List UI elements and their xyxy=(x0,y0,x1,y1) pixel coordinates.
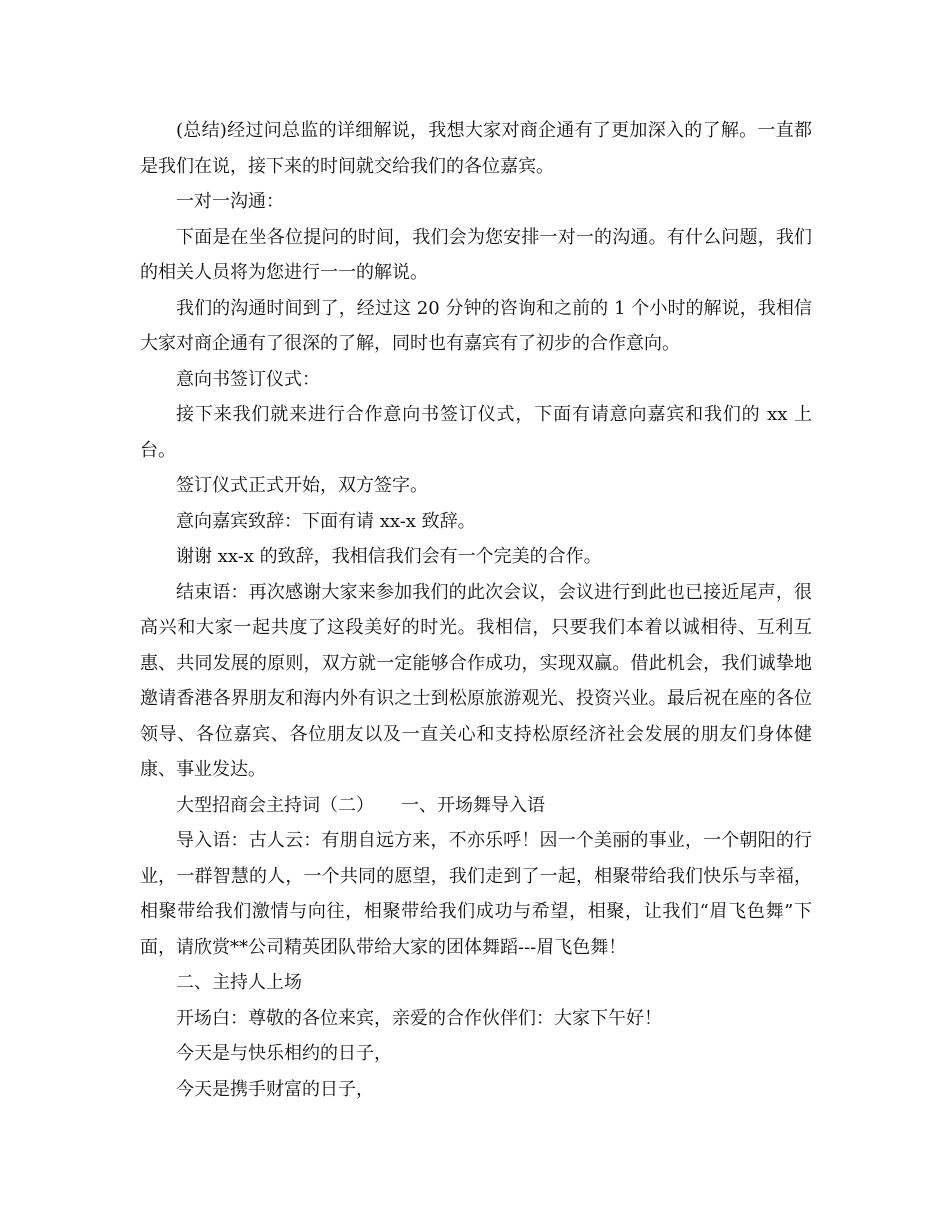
document-body xyxy=(140,113,812,1107)
paragraph-communication-end: 我们的沟通时间到了，经过这 20 分钟的咨询和之前的 1 个小时的解说，我相信大家对商企通有了很深的了解，同时也有嘉宾有了初步的合作意向。 xyxy=(140,297,812,354)
paragraph-today-joy: 今天是与快乐相约的日子， xyxy=(176,1043,392,1064)
paragraph-today-wealth: 今天是携手财富的日子， xyxy=(176,1078,374,1100)
paragraph-opening: 开场白：尊敬的各位来宾，亲爱的合作伙伴们：大家下午好！ xyxy=(176,1007,662,1029)
paragraph-intro-speech: 导入语：古人云：有朋自远方来，不亦乐呼！因一个美丽的事业，一个朝阳的行业，一群智慧的人，一个共同的愿望，我们走到了一起，相聚带给我们快乐与幸福，相聚带给我们激情与向往，相聚带给我们成功与希望，相聚，让我们“眉飞色舞”下面，请欣赏**公司精英团队带给大家的团体舞蹈---眉飞色舞！ xyxy=(140,830,812,958)
paragraph-qa-time: 下面是在坐各位提问的时间，我们会为您安排一对一的沟通。有什么问题，我们的相关人员将为您进行一一的解说。 xyxy=(140,226,812,283)
paragraph-signing-start: 签订仪式正式开始，双方签字。 xyxy=(176,475,428,496)
paragraph-thanks: 谢谢 xx-x 的致辞，我相信我们会有一个完美的合作。 xyxy=(176,546,602,567)
heading-one-on-one: 一对一沟通： xyxy=(176,191,284,212)
paragraph-summary: (总结)经过问总监的详细解说，我想大家对商企通有了更加深入的了解。一直都是我们在说，接下来的时间就交给我们的各位嘉宾。 xyxy=(140,120,812,177)
heading-part-two: 大型招商会主持词（二） 一、开场舞导入语 xyxy=(176,794,545,816)
heading-signing-ceremony: 意向书签订仪式： xyxy=(176,368,320,390)
paragraph-closing: 结束语：再次感谢大家来参加我们的此次会议，会议进行到此也已接近尾声，很高兴和大家一起共度了这段美好的时光。我相信，只要我们本着以诚相待、互利互惠、共同发展的原则，双方就一定能够合作成功，实现双赢。借此机会，我们诚挚地邀请香港各界朋友和海内外有识之士到松原旅游观光、投资兴业。最后祝在座的各位领导、各位嘉宾、各位朋友以及一直关心和支持松原经济社会发展的朋友们身体健康、事业发达。 xyxy=(140,581,812,780)
paragraph-guest-speech: 意向嘉宾致辞：下面有请 xx-x 致辞。 xyxy=(176,510,476,532)
heading-host-on-stage: 二、主持人上场 xyxy=(176,972,302,993)
paragraph-signing-intro: 接下来我们就来进行合作意向书签订仪式，下面有请意向嘉宾和我们的 xx 上台。 xyxy=(140,404,812,461)
